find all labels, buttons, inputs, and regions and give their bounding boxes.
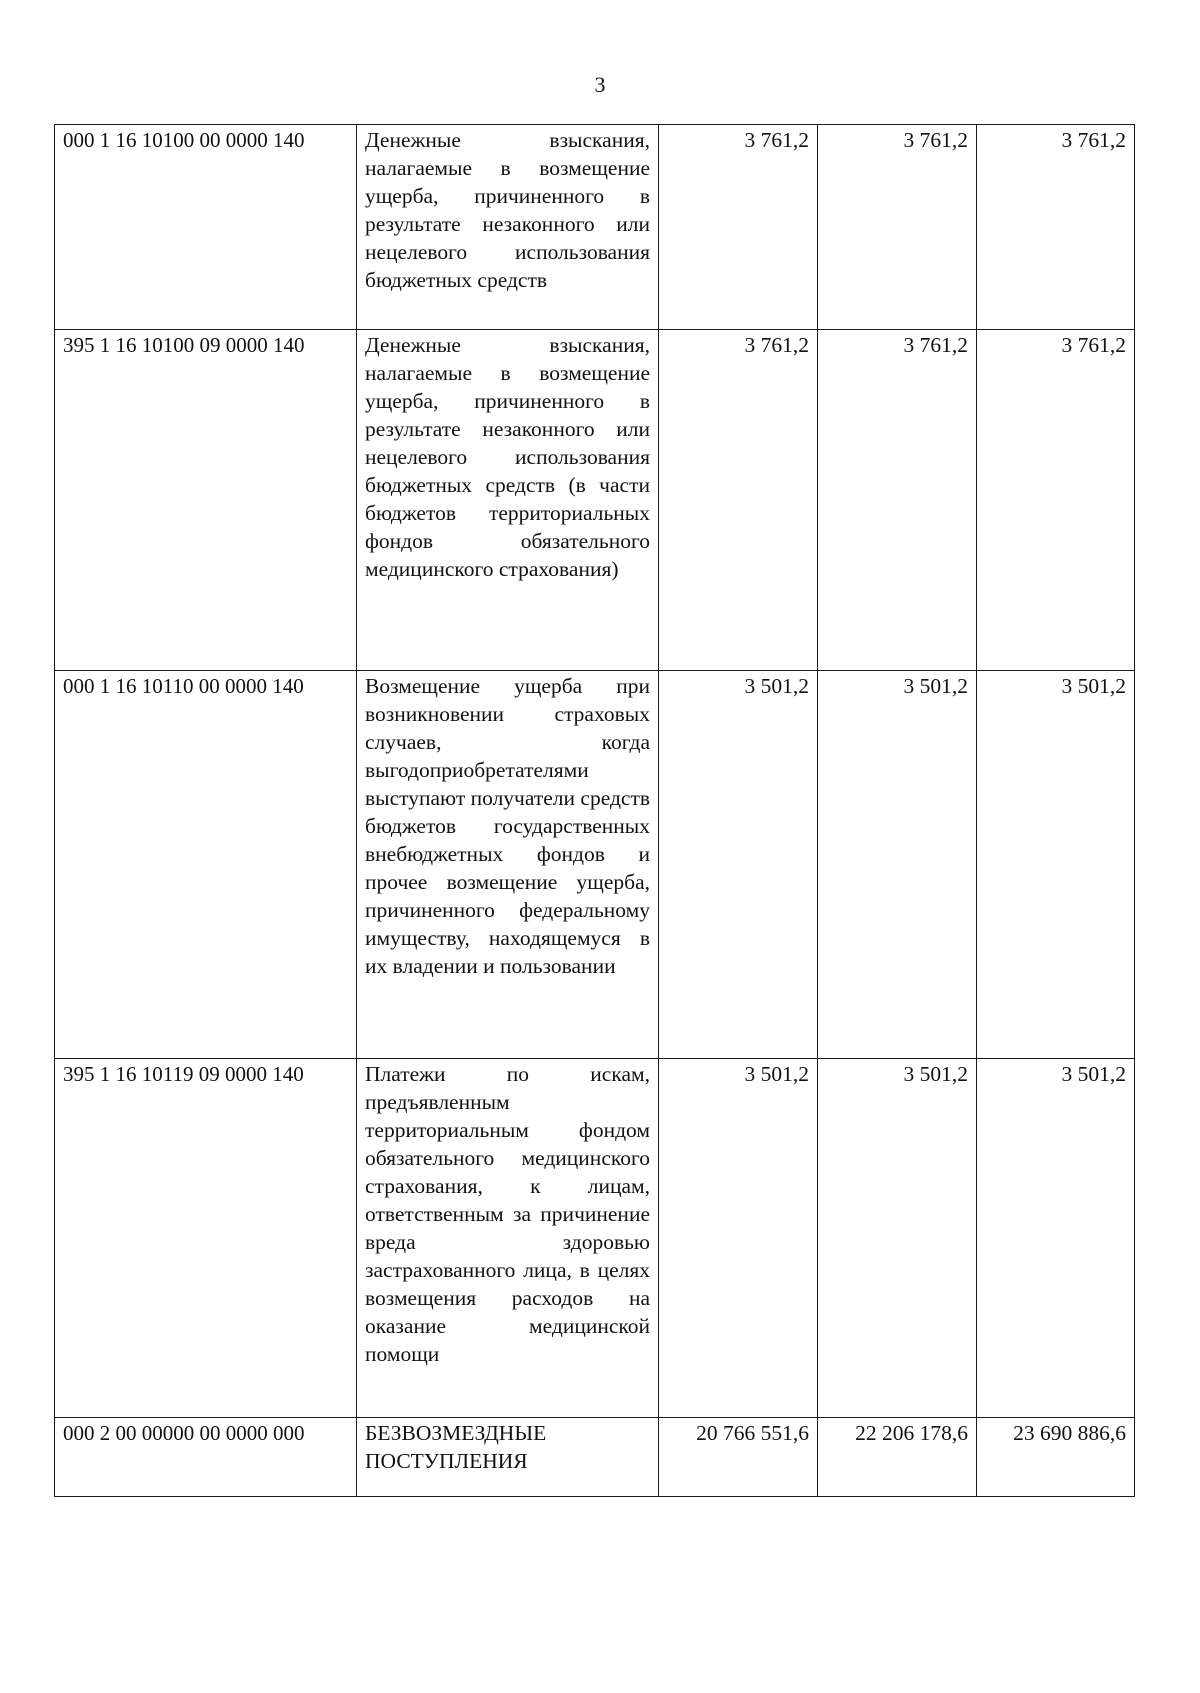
value-year-3-cell: 3 501,2 — [977, 1059, 1135, 1418]
budget-code-cell: 000 1 16 10100 00 0000 140 — [55, 125, 357, 330]
value-year-1-cell: 3 761,2 — [659, 330, 818, 671]
budget-code-cell: 395 1 16 10119 09 0000 140 — [55, 1059, 357, 1418]
budget-code-cell: 000 1 16 10110 00 0000 140 — [55, 671, 357, 1059]
table-row — [55, 671, 1135, 1059]
value-year-3-cell: 23 690 886,6 — [977, 1418, 1135, 1497]
revenue-name-cell: Возмещение ущерба при возникновении страховых случаев, когда выгодоприобретателями выступают получатели средств бюджетов государственных внебюджетных фондов и прочее возмещение ущерба, причиненного федеральному имуществу, находящемуся в их владении и пользовании — [357, 671, 659, 1059]
value-year-1-cell: 20 766 551,6 — [659, 1418, 818, 1497]
value-year-3-cell: 3 501,2 — [977, 671, 1135, 1059]
page-number: 3 — [594, 72, 606, 97]
value-year-1-cell: 3 501,2 — [659, 671, 818, 1059]
budget-revenue-table — [54, 124, 1135, 1497]
budget-code-cell: 395 1 16 10100 09 0000 140 — [55, 330, 357, 671]
value-year-3-cell: 3 761,2 — [977, 125, 1135, 330]
value-year-1-cell: 3 501,2 — [659, 1059, 818, 1418]
table-row — [55, 1059, 1135, 1418]
table-row — [55, 330, 1135, 671]
budget-code-cell: 000 2 00 00000 00 0000 000 — [55, 1418, 357, 1497]
value-year-2-cell: 3 501,2 — [818, 1059, 977, 1418]
value-year-3-cell: 3 761,2 — [977, 330, 1135, 671]
value-year-2-cell: 22 206 178,6 — [818, 1418, 977, 1497]
value-year-2-cell: 3 501,2 — [818, 671, 977, 1059]
table-row — [55, 1418, 1135, 1497]
value-year-2-cell: 3 761,2 — [818, 330, 977, 671]
revenue-name-cell: Платежи по искам, предъявленным территориальным фондом обязательного медицинского страхования, к лицам, ответственным за причинение вреда здоровью застрахованного лица, в целях возмещения расходов на оказание медицинской помощи — [357, 1059, 659, 1418]
value-year-2-cell: 3 761,2 — [818, 125, 977, 330]
revenue-name-cell: БЕЗВОЗМЕЗДНЫЕ ПОСТУПЛЕНИЯ — [357, 1418, 659, 1497]
table-row — [55, 125, 1135, 330]
value-year-1-cell: 3 761,2 — [659, 125, 818, 330]
revenue-name-cell: Денежные взыскания, налагаемые в возмещение ущерба, причиненного в результате незаконного или нецелевого использования бюджетных средств — [357, 125, 659, 330]
revenue-name-cell: Денежные взыскания, налагаемые в возмещение ущерба, причиненного в результате незаконного или нецелевого использования бюджетных средств (в части бюджетов территориальных фондов обязательного медицинского страхования) — [357, 330, 659, 671]
